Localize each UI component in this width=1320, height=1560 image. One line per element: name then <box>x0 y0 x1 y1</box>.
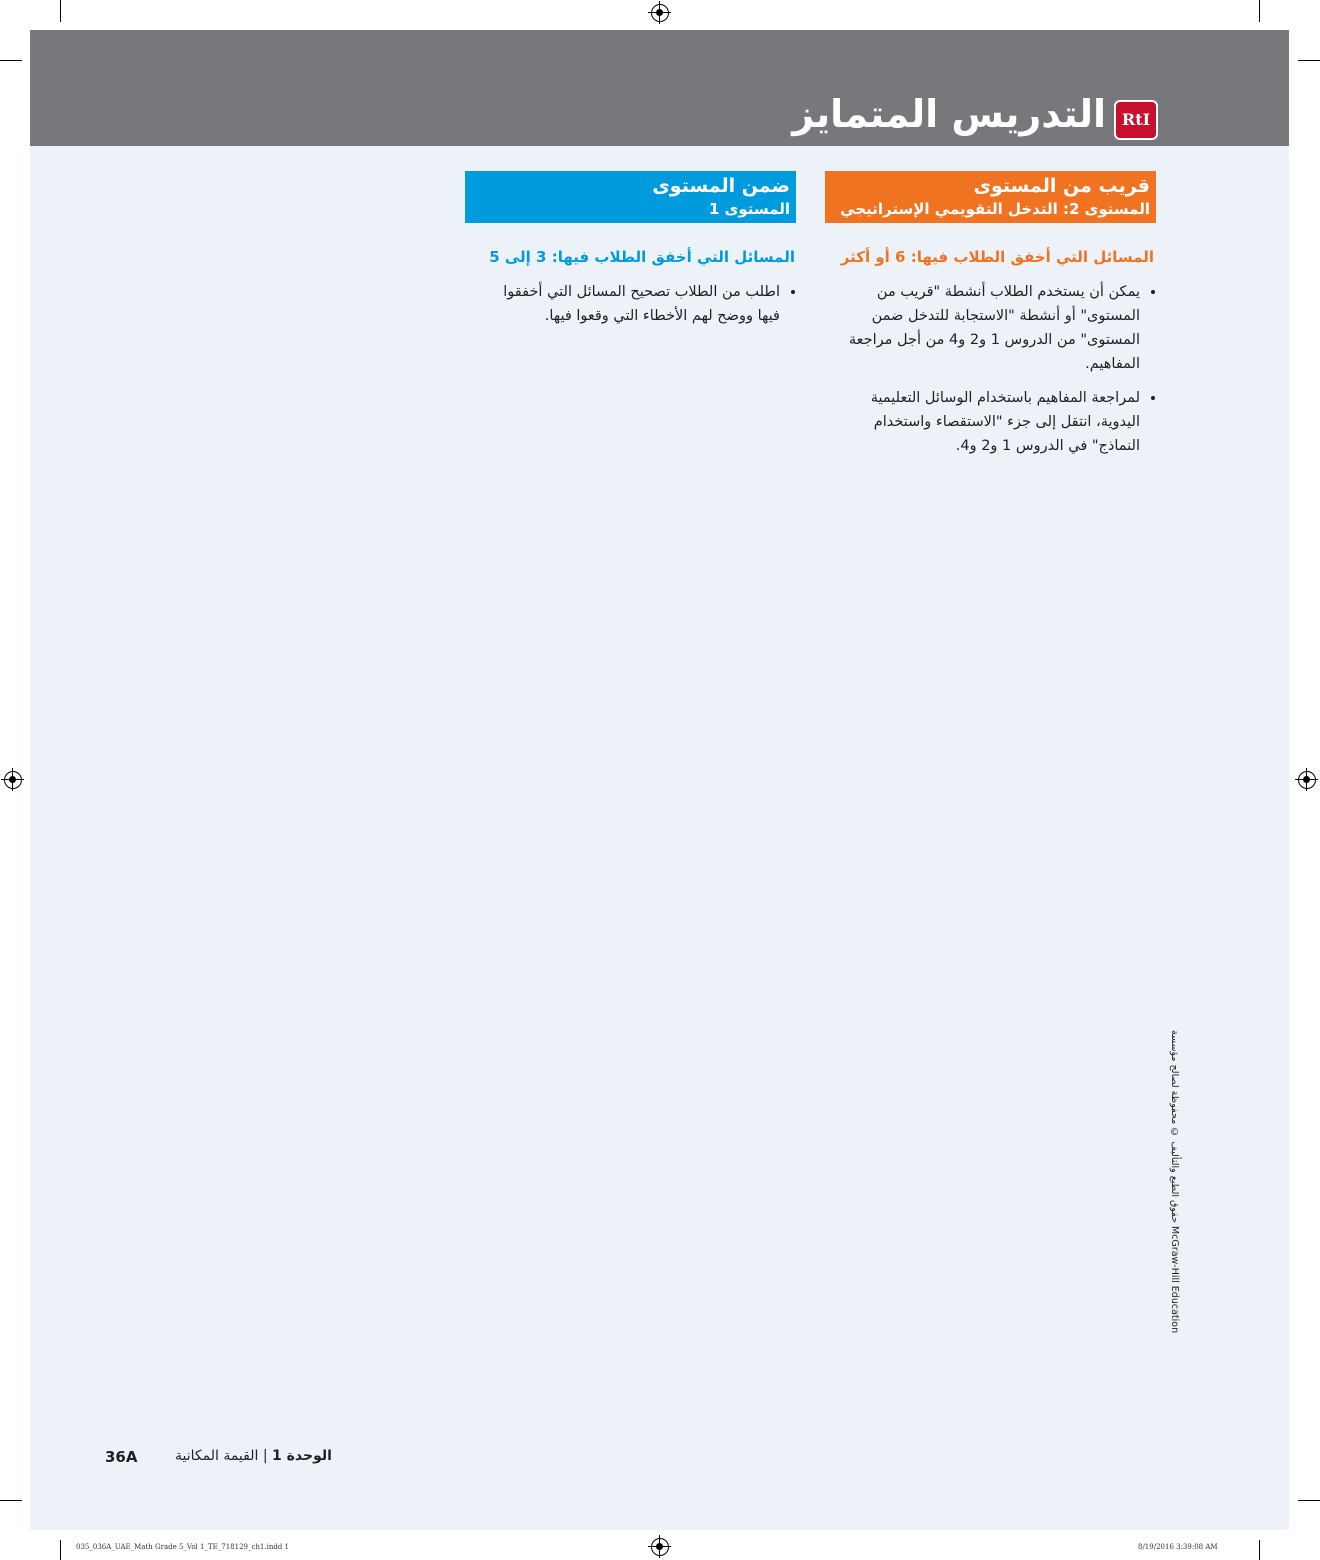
approaching-content <box>830 280 1156 468</box>
registration-mark-icon <box>651 1538 669 1556</box>
registration-mark-icon <box>651 4 669 22</box>
copyright-note: حقوق الطبع والتأليف © محفوظة لصالح مؤسسة McGraw-Hill Education <box>1169 1030 1180 1334</box>
footer-separator: | <box>262 1448 268 1464</box>
approaching-level-title: قريب من المستوى <box>973 175 1150 197</box>
registration-mark-icon <box>1298 771 1316 789</box>
on-level-content <box>492 280 796 338</box>
approaching-level-band <box>825 171 1156 223</box>
approaching-bullet-list <box>830 280 1156 458</box>
list-item: • لمراجعة المفاهيم باستخدام الوسائل التعليمية اليدوية، انتقل إلى جزء "الاستقصاء واستخدام النماذج" في الدروس 1 و2 و4. <box>830 386 1140 458</box>
approaching-subhead: المسائل التي أخفق الطلاب فيها: 6 أو أكثر <box>840 248 1154 266</box>
list-item: • اطلب من الطلاب تصحيح المسائل التي أخفقوا فيها ووضح لهم الأخطاء التي وقعوا فيها. <box>492 280 780 328</box>
crop-mark <box>1259 1540 1260 1560</box>
on-level-title: ضمن المستوى <box>652 175 790 197</box>
slug-timestamp: 8/19/2016 3:39:08 AM <box>1138 1543 1218 1551</box>
page-title: التدريس المتمايز <box>792 92 1106 136</box>
crop-mark <box>60 0 61 22</box>
rti-badge-icon: RtI <box>1114 100 1158 140</box>
crop-mark <box>60 1540 61 1560</box>
on-level-band <box>465 171 796 223</box>
on-level-subhead: المسائل التي أخفق الطلاب فيها: 3 إلى 5 <box>489 248 795 266</box>
header-bar <box>30 30 1289 146</box>
registration-mark-icon <box>4 771 22 789</box>
page <box>30 30 1289 1530</box>
footer-unit <box>175 1448 332 1464</box>
crop-mark <box>1298 1500 1320 1501</box>
crop-mark <box>1259 0 1260 22</box>
unit-title: القيمة المكانية <box>175 1448 259 1464</box>
crop-mark <box>0 1500 22 1501</box>
crop-mark <box>0 60 22 61</box>
approaching-level-subtitle: المستوى 2: التدخل التقويمي الإستراتيجي <box>840 200 1150 218</box>
slug-file: 035_036A_UAE_Math Grade 5_Vol 1_TE_718129_ch1.indd 1 <box>76 1543 289 1551</box>
unit-label: الوحدة 1 <box>272 1448 332 1464</box>
list-item: • يمكن أن يستخدم الطلاب أنشطة "قريب من المستوى" أو أنشطة "الاستجابة للتدخل ضمن المستوى" من الدروس 1 و2 و4 من أجل مراجعة المفاهيم. <box>830 280 1140 376</box>
crop-mark <box>1298 60 1320 61</box>
on-level-subtitle: المستوى 1 <box>708 200 790 218</box>
on-level-bullet-list <box>492 280 796 328</box>
page-number: 36A <box>105 1448 138 1466</box>
